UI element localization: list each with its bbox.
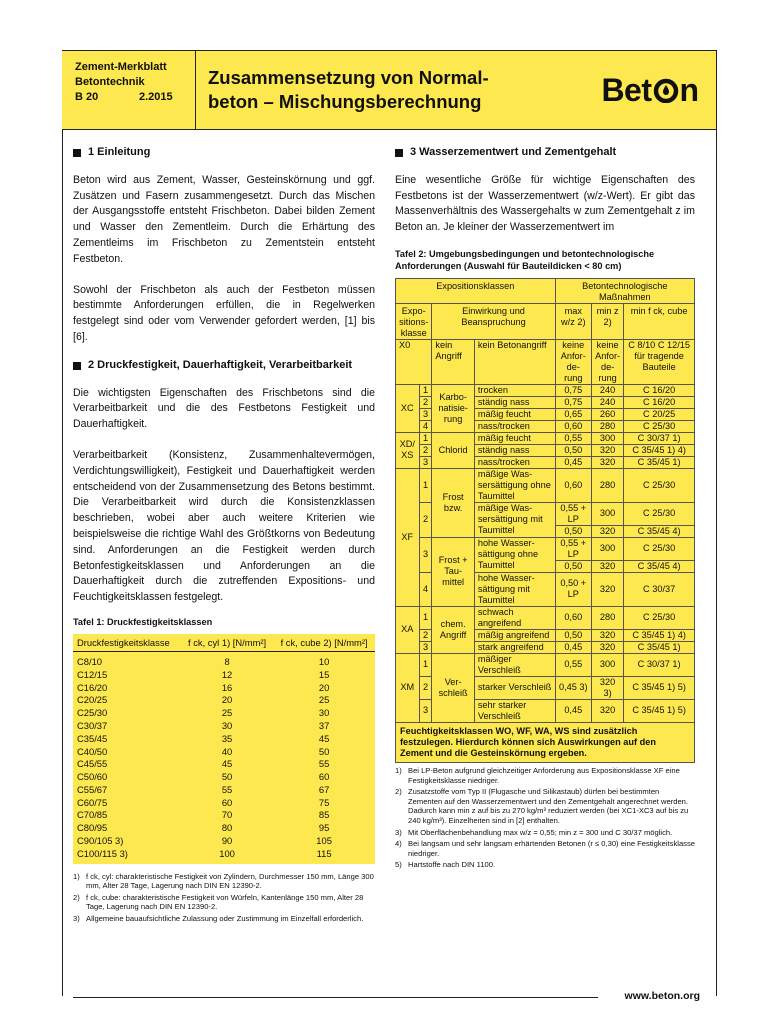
t1-cell: 70	[221, 809, 233, 821]
t2-cell: 0,60	[555, 606, 591, 629]
t1-cell: C90/105 3)	[77, 835, 124, 847]
table-row	[73, 746, 375, 759]
section-2-para-1: Die wichtigsten Eigenschaften des Frischbetons sind die Verarbeitbarkeit und die des Festbetons Festigkeit und Dauerhaftigkeit.	[73, 386, 375, 431]
t2-cell: 0,45	[555, 456, 591, 468]
t2-cell: C 35/45 1) 5)	[624, 699, 695, 722]
t1-cell: 15	[318, 668, 330, 680]
t2-cell: Ver-schleiß	[432, 653, 474, 722]
section-2-heading: 2 Druckfestigkeit, Dauerhaftigkeit, Verarbeitbarkeit	[73, 358, 375, 374]
t2-cell: 0,55	[555, 653, 591, 676]
t2-cell: kein Angriff	[432, 339, 474, 384]
t2-cell: Frost + Tau-mittel	[432, 537, 474, 606]
table-row	[396, 339, 695, 384]
table-row	[73, 771, 375, 784]
t2-cell: C 25/30	[624, 468, 695, 502]
table-row	[396, 432, 695, 444]
t2-cell: 3	[419, 408, 432, 420]
t2-cell: Karbo-natisie-rung	[432, 384, 474, 432]
footer-rule	[73, 997, 598, 998]
t1-cell: 16	[221, 681, 233, 693]
t2-cell: 1	[419, 606, 432, 629]
page-title	[196, 51, 584, 129]
t2-cell: C 30/37 1)	[624, 432, 695, 444]
t1-footnote: 2) f ck, cube: charakteristische Festigkeit von Würfeln, Kantenlänge 150 mm, Alter 28 Tage, Lagerung nach DIN EN 12390-2.	[73, 892, 364, 912]
t1-cell: 85	[318, 809, 330, 821]
t1-cell: C25/30	[77, 707, 108, 719]
table-row	[396, 384, 695, 396]
title-line-1: Zusammensetzung von Normal-	[208, 67, 489, 88]
section-1-para-1: Beton wird aus Zement, Wasser, Gesteinskörnung und ggf. Zusätzen und Fasern zusammengesetzt. Durch das Mischen der Ausgangsstoffe entsteht Frischbeton. Dabei bilden Zement und Wasser den Zementleim. Durch die Erhärtung des Zementleims im Frischbeton zu Zementstein entsteht Festbeton.	[73, 173, 375, 265]
t2-cell: ständig nass	[474, 396, 555, 408]
table-row	[73, 784, 375, 797]
t1-cell: C8/10	[77, 655, 103, 667]
t2-cell: ständig nass	[474, 444, 555, 456]
table-row	[396, 653, 695, 676]
t2-cell: 240	[591, 396, 623, 408]
t1-cell: C12/15	[77, 668, 108, 680]
t2-header-wz: max w/z 2)	[555, 303, 591, 339]
frame-right	[716, 50, 717, 996]
table-1	[73, 634, 375, 864]
t1-cell: 37	[318, 719, 330, 731]
t2-header-f: min f ck, cube	[624, 303, 695, 339]
t1-header-cube: f ck, cube 2) [N/mm²]	[273, 634, 375, 652]
t2-header-klasse: Expo-sitions-klasse	[396, 303, 432, 339]
t1-cell: C60/75	[77, 796, 108, 808]
t2-cell: mäßige Was-sersättigung mit Taumittel	[474, 502, 555, 537]
t2-cell: C 25/30	[624, 606, 695, 629]
table-row	[73, 848, 375, 864]
t2-cell: 0,75	[555, 384, 591, 396]
t2-cell: XC	[396, 384, 420, 432]
table-1-footnotes	[73, 872, 375, 924]
t2-header-einwirkung: Einwirkung und Beanspruchung	[432, 303, 555, 339]
t2-cell: 300	[591, 432, 623, 444]
doc-number: B 20	[75, 91, 99, 103]
table-row	[73, 822, 375, 835]
section-1-heading: 1 Einleitung	[73, 145, 375, 161]
t1-cell: 100	[219, 847, 235, 859]
t2-cell: X0	[396, 339, 432, 384]
t2-cell: 0,50	[555, 525, 591, 537]
t2-cell: Frost bzw.	[432, 468, 474, 537]
t1-cell: C100/115 3)	[77, 847, 128, 859]
t2-cell: 320	[591, 456, 623, 468]
t2-cell: 1	[419, 432, 432, 444]
t2-cell: 1	[419, 468, 432, 502]
t1-cell: 95	[318, 822, 330, 834]
t1-header-cyl: f ck, cyl 1) [N/mm²]	[181, 634, 273, 652]
t1-cell: C45/55	[77, 758, 108, 770]
t1-cell: C35/45	[77, 732, 108, 744]
t2-cell: 2	[419, 629, 432, 641]
t1-cell: 90	[221, 835, 233, 847]
t2-cell: nass/trocken	[474, 456, 555, 468]
beton-logo	[584, 51, 716, 129]
t2-cell: mäßige Was-sersättigung ohne Taumittel	[474, 468, 555, 502]
t2-cell: schwach angreifend	[474, 606, 555, 629]
t1-cell: 20	[318, 681, 330, 693]
t2-footnote: 4) Bei langsam und sehr langsam erhärtenden Betonen (r ≤ 0,30) eine Festigkeitsklasse niedriger.	[395, 839, 695, 858]
t1-cell: 55	[221, 783, 233, 795]
t2-cell: keine Anfor-de-rung	[591, 339, 623, 384]
t2-footnote: 2) Zusatzstoffe vom Typ II (Flugasche und Silikastaub) dürfen bei bestimmten Zementen auf den Wasserzementwert und den Zementgehalt angerechnet werden. Dadurch kann min z auf bis zu 270 kg/m³ reduziert werden (bei XC1-XC3 auf bis zu 240 kg/m³). Einzelheiten sind in [2] enthalten.	[395, 787, 689, 825]
title-line-2: beton – Mischungsberechnung	[208, 91, 482, 112]
t2-cell: 280	[591, 468, 623, 502]
t2-cell: 3	[419, 699, 432, 722]
t2-cell: C 25/30	[624, 420, 695, 432]
t2-cell: 320 3)	[591, 676, 623, 699]
t1-cell: C70/85	[77, 809, 108, 821]
t2-cell: C 16/20	[624, 396, 695, 408]
t2-cell: 0,75	[555, 396, 591, 408]
t2-header-beton: Betontechnologische Maßnahmen	[555, 278, 694, 303]
t2-cell: C 35/45 1) 4)	[624, 444, 695, 456]
t2-cell: Chlorid	[432, 432, 474, 468]
t1-footnote: 1) f ck, cyl: charakteristische Festigkeit von Zylindern, Durchmesser 150 mm, Länge 300 mm, Alter 28 Tage, Lagerung nach DIN EN 12390-2.	[73, 871, 374, 891]
t2-cell: 3	[419, 537, 432, 572]
t2-cell: nass/trocken	[474, 420, 555, 432]
header-meta	[62, 51, 196, 129]
table-row	[73, 720, 375, 733]
t2-cell: mäßig feucht	[474, 432, 555, 444]
t1-cell: 105	[316, 835, 332, 847]
t1-cell: C16/20	[77, 681, 108, 693]
t1-cell: 80	[221, 822, 233, 834]
t2-cell: C 25/30	[624, 537, 695, 560]
t2-cell: 0,50 + LP	[555, 572, 591, 606]
t2-cell: chem. Angriff	[432, 606, 474, 653]
table-2-footnotes	[395, 766, 695, 870]
t2-cell: 0,55	[555, 432, 591, 444]
t2-cell: 260	[591, 408, 623, 420]
t2-cell: 4	[419, 420, 432, 432]
table-row	[73, 797, 375, 810]
t1-cell: C50/60	[77, 771, 108, 783]
t2-cell: 0,65	[555, 408, 591, 420]
drop-o-icon	[653, 77, 679, 103]
t2-cell: 320	[591, 629, 623, 641]
t2-cell: 0,50	[555, 444, 591, 456]
header-bar	[62, 50, 716, 130]
t2-cell: 2	[419, 676, 432, 699]
t2-cell: 280	[591, 606, 623, 629]
t2-header-z: min z 2)	[591, 303, 623, 339]
table-row	[73, 682, 375, 695]
t2-cell: kein Betonangriff	[474, 339, 555, 384]
t2-footnote: 1) Bei LP-Beton aufgrund gleichzeitiger Anforderung aus Expositionsklasse XF eine Festigkeitsklasse niedriger.	[395, 765, 680, 785]
t2-cell: hohe Wasser-sättigung ohne Taumittel	[474, 537, 555, 572]
t2-cell: hohe Wasser-sättigung mit Taumittel	[474, 572, 555, 606]
t1-cell: 55	[318, 758, 330, 770]
t2-cell: C 30/37 1)	[624, 653, 695, 676]
table-1-caption: Tafel 1: Druckfestigkeitsklassen	[73, 616, 213, 627]
table-2-caption: Tafel 2: Umgebungsbedingungen und betontechnologische Anforderungen (Auswahl für Bauteildicken < 80 cm)	[395, 248, 655, 271]
t2-cell: 0,55 + LP	[555, 537, 591, 560]
t2-footnote: 3) Mit Oberflächenbehandlung max w/z = 0,55; min z = 300 und C 30/37 möglich.	[395, 827, 673, 837]
sub-label: Betontechnik	[75, 76, 145, 88]
t2-cell: C 35/45 1)	[624, 456, 695, 468]
t2-cell: 2	[419, 502, 432, 537]
t2-cell: C 35/45 1)	[624, 641, 695, 653]
t2-cell: 0,45 3)	[555, 676, 591, 699]
t1-cell: 60	[221, 796, 233, 808]
section-1-para-2: Sowohl der Frischbeton als auch der Festbeton müssen bestimmte Anforderungen erfüllen, die in Regelwerken festgelegt sind oder vom Verwender gefordert werden, [1] bis [6].	[73, 283, 375, 343]
t2-cell: 0,55 + LP	[555, 502, 591, 525]
t1-cell: 30	[221, 719, 233, 731]
t2-note: Feuchtigkeitsklassen WO, WF, WA, WS sind zusätzlich festzulegen. Hierdurch können sich Auswirkungen auf den Zement und die Gesteinskörnung ergeben.	[396, 722, 695, 762]
table-2	[395, 278, 695, 763]
t1-cell: 35	[221, 732, 233, 744]
t2-footnote: 5) Hartstoffe nach DIN 1100.	[395, 860, 496, 870]
t2-cell: 320	[591, 572, 623, 606]
table-row	[73, 694, 375, 707]
section-2-para-2: Verarbeitbarkeit (Konsistenz, Zusammenhaltevermögen, Verdichtungswilligkeit), Festigkeit und Dauerhaftigkeit werden entscheidend von der Zusammensetzung des Betons bestimmt. Die Verarbeitbarkeit wird durch die Konsistenzklassen beschrieben, wobei aber auch weitere Kriterien wie beispielsweise die richtige Wahl des Größtkorns von Bedeutung sind. Anforderungen an die Festigkeit werden durch Betonfestigkeitsklassen und Anforderungen an die Dauerhaftigkeit durch die zutreffenden Expositions- und Feuchtigkeitsklassen festgelegt.	[73, 448, 375, 604]
t2-cell: 2	[419, 396, 432, 408]
t2-cell: C 35/45 4)	[624, 525, 695, 537]
t2-cell: sehr starker Verschleiß	[474, 699, 555, 722]
table-row	[396, 606, 695, 629]
left-column	[73, 145, 375, 926]
t2-cell: mäßig angreifend	[474, 629, 555, 641]
t1-cell: 25	[221, 707, 233, 719]
t1-cell: C30/37	[77, 719, 108, 731]
t2-cell: 320	[591, 641, 623, 653]
t1-cell: 115	[316, 847, 332, 859]
logo-text-pre: Bet	[601, 71, 652, 108]
series-label: Zement-Merkblatt	[75, 61, 167, 73]
t2-cell: keine Anfor-de-rung	[555, 339, 591, 384]
t2-cell: XF	[396, 468, 420, 606]
table-row	[73, 707, 375, 720]
t2-cell: 280	[591, 420, 623, 432]
t2-cell: 320	[591, 699, 623, 722]
t2-cell: 3	[419, 456, 432, 468]
t2-cell: 0,45	[555, 699, 591, 722]
t2-cell: 0,50	[555, 629, 591, 641]
t2-cell: 0,60	[555, 420, 591, 432]
t1-cell: 45	[318, 732, 330, 744]
t1-cell: 60	[318, 771, 330, 783]
t2-cell: C 35/45 4)	[624, 560, 695, 572]
t2-cell: XD/ XS	[396, 432, 420, 468]
table-row	[396, 537, 695, 560]
table-row	[73, 651, 375, 668]
t2-cell: starker Verschleiß	[474, 676, 555, 699]
t1-cell: C20/25	[77, 694, 108, 706]
logo-text-post: n	[679, 71, 699, 108]
t2-cell: 300	[591, 502, 623, 525]
t2-cell: 300	[591, 653, 623, 676]
table-row	[73, 809, 375, 822]
t2-cell: C 35/45 1) 5)	[624, 676, 695, 699]
t2-cell: 0,50	[555, 560, 591, 572]
t1-cell: 12	[221, 668, 233, 680]
t2-header-expo: Expositionsklassen	[396, 278, 556, 303]
t2-cell: C 25/30	[624, 502, 695, 525]
t2-cell: 1	[419, 384, 432, 396]
t1-cell: C55/67	[77, 783, 108, 795]
t2-cell: 0,60	[555, 468, 591, 502]
t2-cell: 320	[591, 525, 623, 537]
t1-cell: 8	[224, 655, 230, 667]
t1-cell: 50	[318, 745, 330, 757]
t2-cell: C 20/25	[624, 408, 695, 420]
table-row	[73, 758, 375, 771]
table-row	[73, 733, 375, 746]
table-row	[396, 468, 695, 502]
t2-cell: XA	[396, 606, 420, 653]
t2-cell: 3	[419, 641, 432, 653]
t2-cell: 320	[591, 444, 623, 456]
t2-cell: trocken	[474, 384, 555, 396]
section-3-para-1: Eine wesentliche Größe für wichtige Eigenschaften des Festbetons ist der Wasserzementwert (w/z-Wert). Er gibt das Massenverhältnis des Wassergehalts w zum Zementgehalt z im Beton an. Je kleiner der Wasserzementwert im	[395, 173, 695, 234]
footer-url[interactable]: www.beton.org	[624, 990, 700, 1002]
t1-cell: C40/50	[77, 745, 108, 757]
t1-cell: 25	[318, 694, 330, 706]
t1-cell: 20	[221, 694, 233, 706]
t1-cell: C80/95	[77, 822, 108, 834]
t2-cell: XM	[396, 653, 420, 722]
t2-cell: mäßig feucht	[474, 408, 555, 420]
t2-cell: 320	[591, 560, 623, 572]
t2-cell: C 8/10 C 12/15 für tragende Bauteile	[624, 339, 695, 384]
right-column	[395, 145, 695, 872]
t1-cell: 40	[221, 745, 233, 757]
t2-cell: stark angreifend	[474, 641, 555, 653]
t1-cell: 75	[318, 796, 330, 808]
table-row	[73, 835, 375, 848]
t1-header-class: Druckfestigkeitsklasse	[73, 634, 181, 652]
t2-cell: C 30/37	[624, 572, 695, 606]
t2-cell: 0,45	[555, 641, 591, 653]
t1-cell: 30	[318, 707, 330, 719]
section-3-heading: 3 Wasserzementwert und Zementgehalt	[395, 145, 695, 161]
t1-cell: 10	[318, 655, 330, 667]
t2-cell: 4	[419, 572, 432, 606]
t2-cell: 300	[591, 537, 623, 560]
t1-footnote: 3) Allgemeine bauaufsichtliche Zulassung oder Zustimmung im Einzelfall erforderlich.	[73, 914, 364, 924]
t2-cell: C 35/45 1) 4)	[624, 629, 695, 641]
t1-cell: 50	[221, 771, 233, 783]
t1-cell: 67	[318, 783, 330, 795]
frame-left	[62, 50, 63, 996]
t1-cell: 45	[221, 758, 233, 770]
doc-date: 2.2015	[139, 91, 173, 103]
t2-cell: 1	[419, 653, 432, 676]
t2-cell: C 16/20	[624, 384, 695, 396]
t2-cell: 240	[591, 384, 623, 396]
t2-cell: mäßiger Verschleiß	[474, 653, 555, 676]
t2-cell: 2	[419, 444, 432, 456]
table-row	[73, 669, 375, 682]
